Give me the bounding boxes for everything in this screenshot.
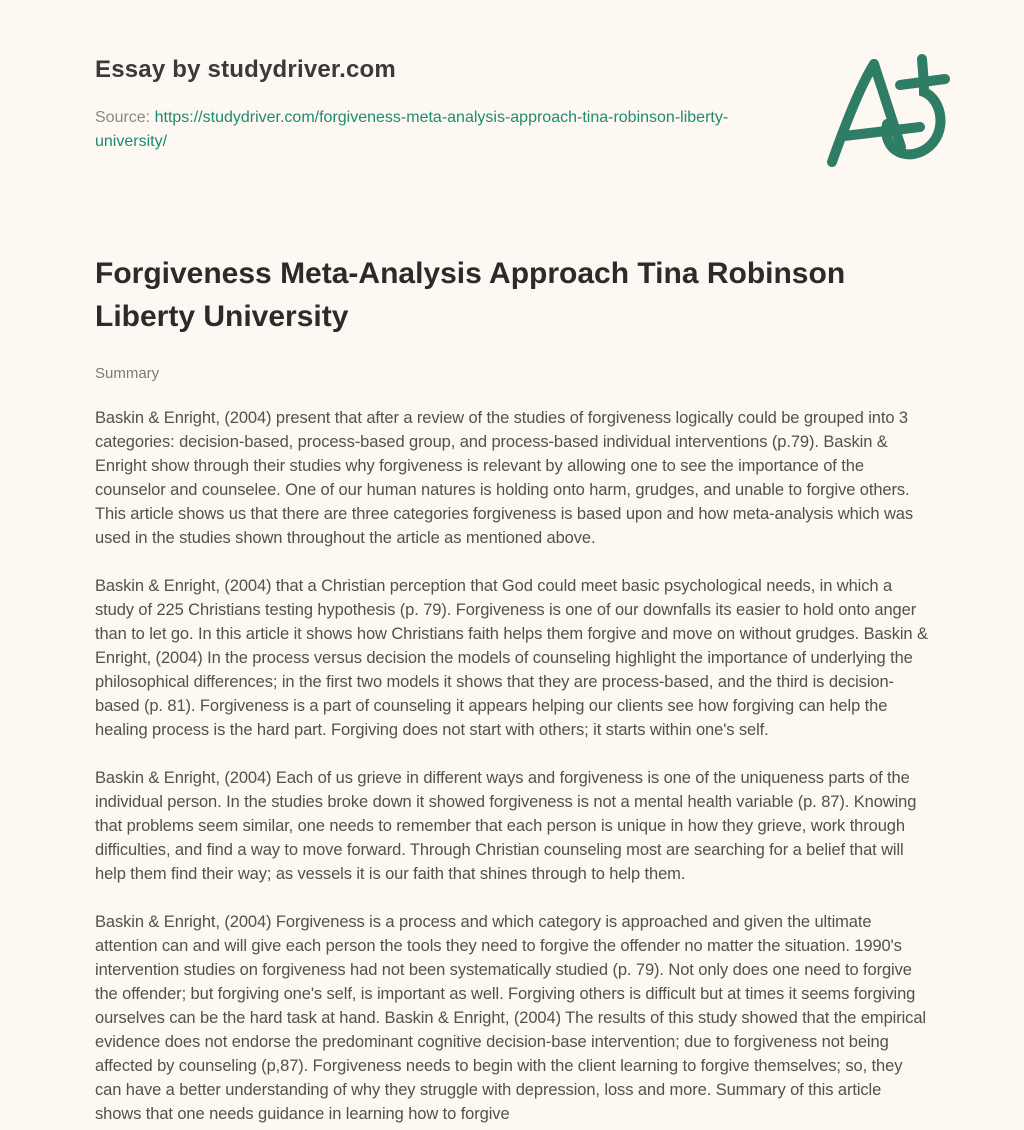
source-link[interactable]: https://studydriver.com/forgiveness-meta-analysis-approach-tina-robinson-liberty-university/ — [95, 109, 729, 150]
essay-paragraph-1: Baskin & Enright, (2004) present that after a review of the studies of forgiveness logically could be grouped into 3 categories: decision-based, process-based group, and process-based individual interventions (p.79). Baskin & Enright show through their studies why forgiveness is relevant by allowing one to see the importance of the counselor and counselee. One of our human natures is holding onto harm, grudges, and unable to forgive others. This article shows us that there are three categories forgiveness is based upon and how meta-analysis which was used in the studies shown throughout the article as mentioned above. — [95, 409, 913, 547]
essay-content — [95, 252, 930, 1126]
essay-paragraph-3: Baskin & Enright, (2004) Each of us grieve in different ways and forgiveness is one of the uniqueness parts of the individual person. In the studies broke down it showed forgiveness is not a mental health variable (p. 87). Knowing that problems seem similar, one needs to remember that each person is unique in how they grieve, work through difficulties, and find a way to move forward. Through Christian counseling most are searching for a belief that will help them find their way; as vessels it is our faith that shines through to help them. — [95, 769, 917, 883]
site-heading: Essay by studydriver.com — [95, 56, 396, 83]
page-header — [95, 56, 930, 154]
essay-paragraph-2: Baskin & Enright, (2004) that a Christian perception that God could meet basic psychological needs, in which a study of 225 Christians testing hypothesis (p. 79). Forgiveness is one of our downfalls its easier to hold onto anger than to let go. In this article it shows how Christians faith helps them forgive and move on without grudges. Baskin & Enright, (2004) In the process versus decision the models of counseling highlight the importance of underlying the philosophical differences; in the first two models it shows that they are process-based, and the third is decision-based (p. 81). Forgiveness is a part of counseling it appears helping our clients see how forgiving can help the healing process is the hard part. Forgiving does not start with others; it starts within one's self. — [95, 577, 928, 739]
essay-paragraph-4: Baskin & Enright, (2004) Forgiveness is a process and which category is approached and given the ultimate attention can and will give each person the tools they need to forgive the offender no matter the situation. 1990's intervention studies on forgiveness had not been systematically studied (p. 79). Not only does one need to forgive the offender; but forgiving one's self, is important as well. Forgiving others is difficult but at times it seems forgiving ourselves can be the hard task at hand. Baskin & Enright, (2004) The results of this study showed that the empirical evidence does not endorse the predominant cognitive decision-base intervention; due to forgiveness not being affected by counseling (p,87). Forgiveness needs to begin with the client learning to forgive themselves; so, they can have a better understanding of why they struggle with depression, loss and more. Summary of this article shows that one needs guidance in learning how to forgive — [95, 913, 926, 1123]
essay-title: Forgiveness Meta-Analysis Approach Tina Robinson Liberty University — [95, 257, 846, 333]
source-line — [95, 106, 735, 154]
a-plus-logo-icon — [824, 50, 954, 174]
source-label: Source: — [95, 109, 151, 126]
summary-label: Summary — [95, 365, 160, 382]
